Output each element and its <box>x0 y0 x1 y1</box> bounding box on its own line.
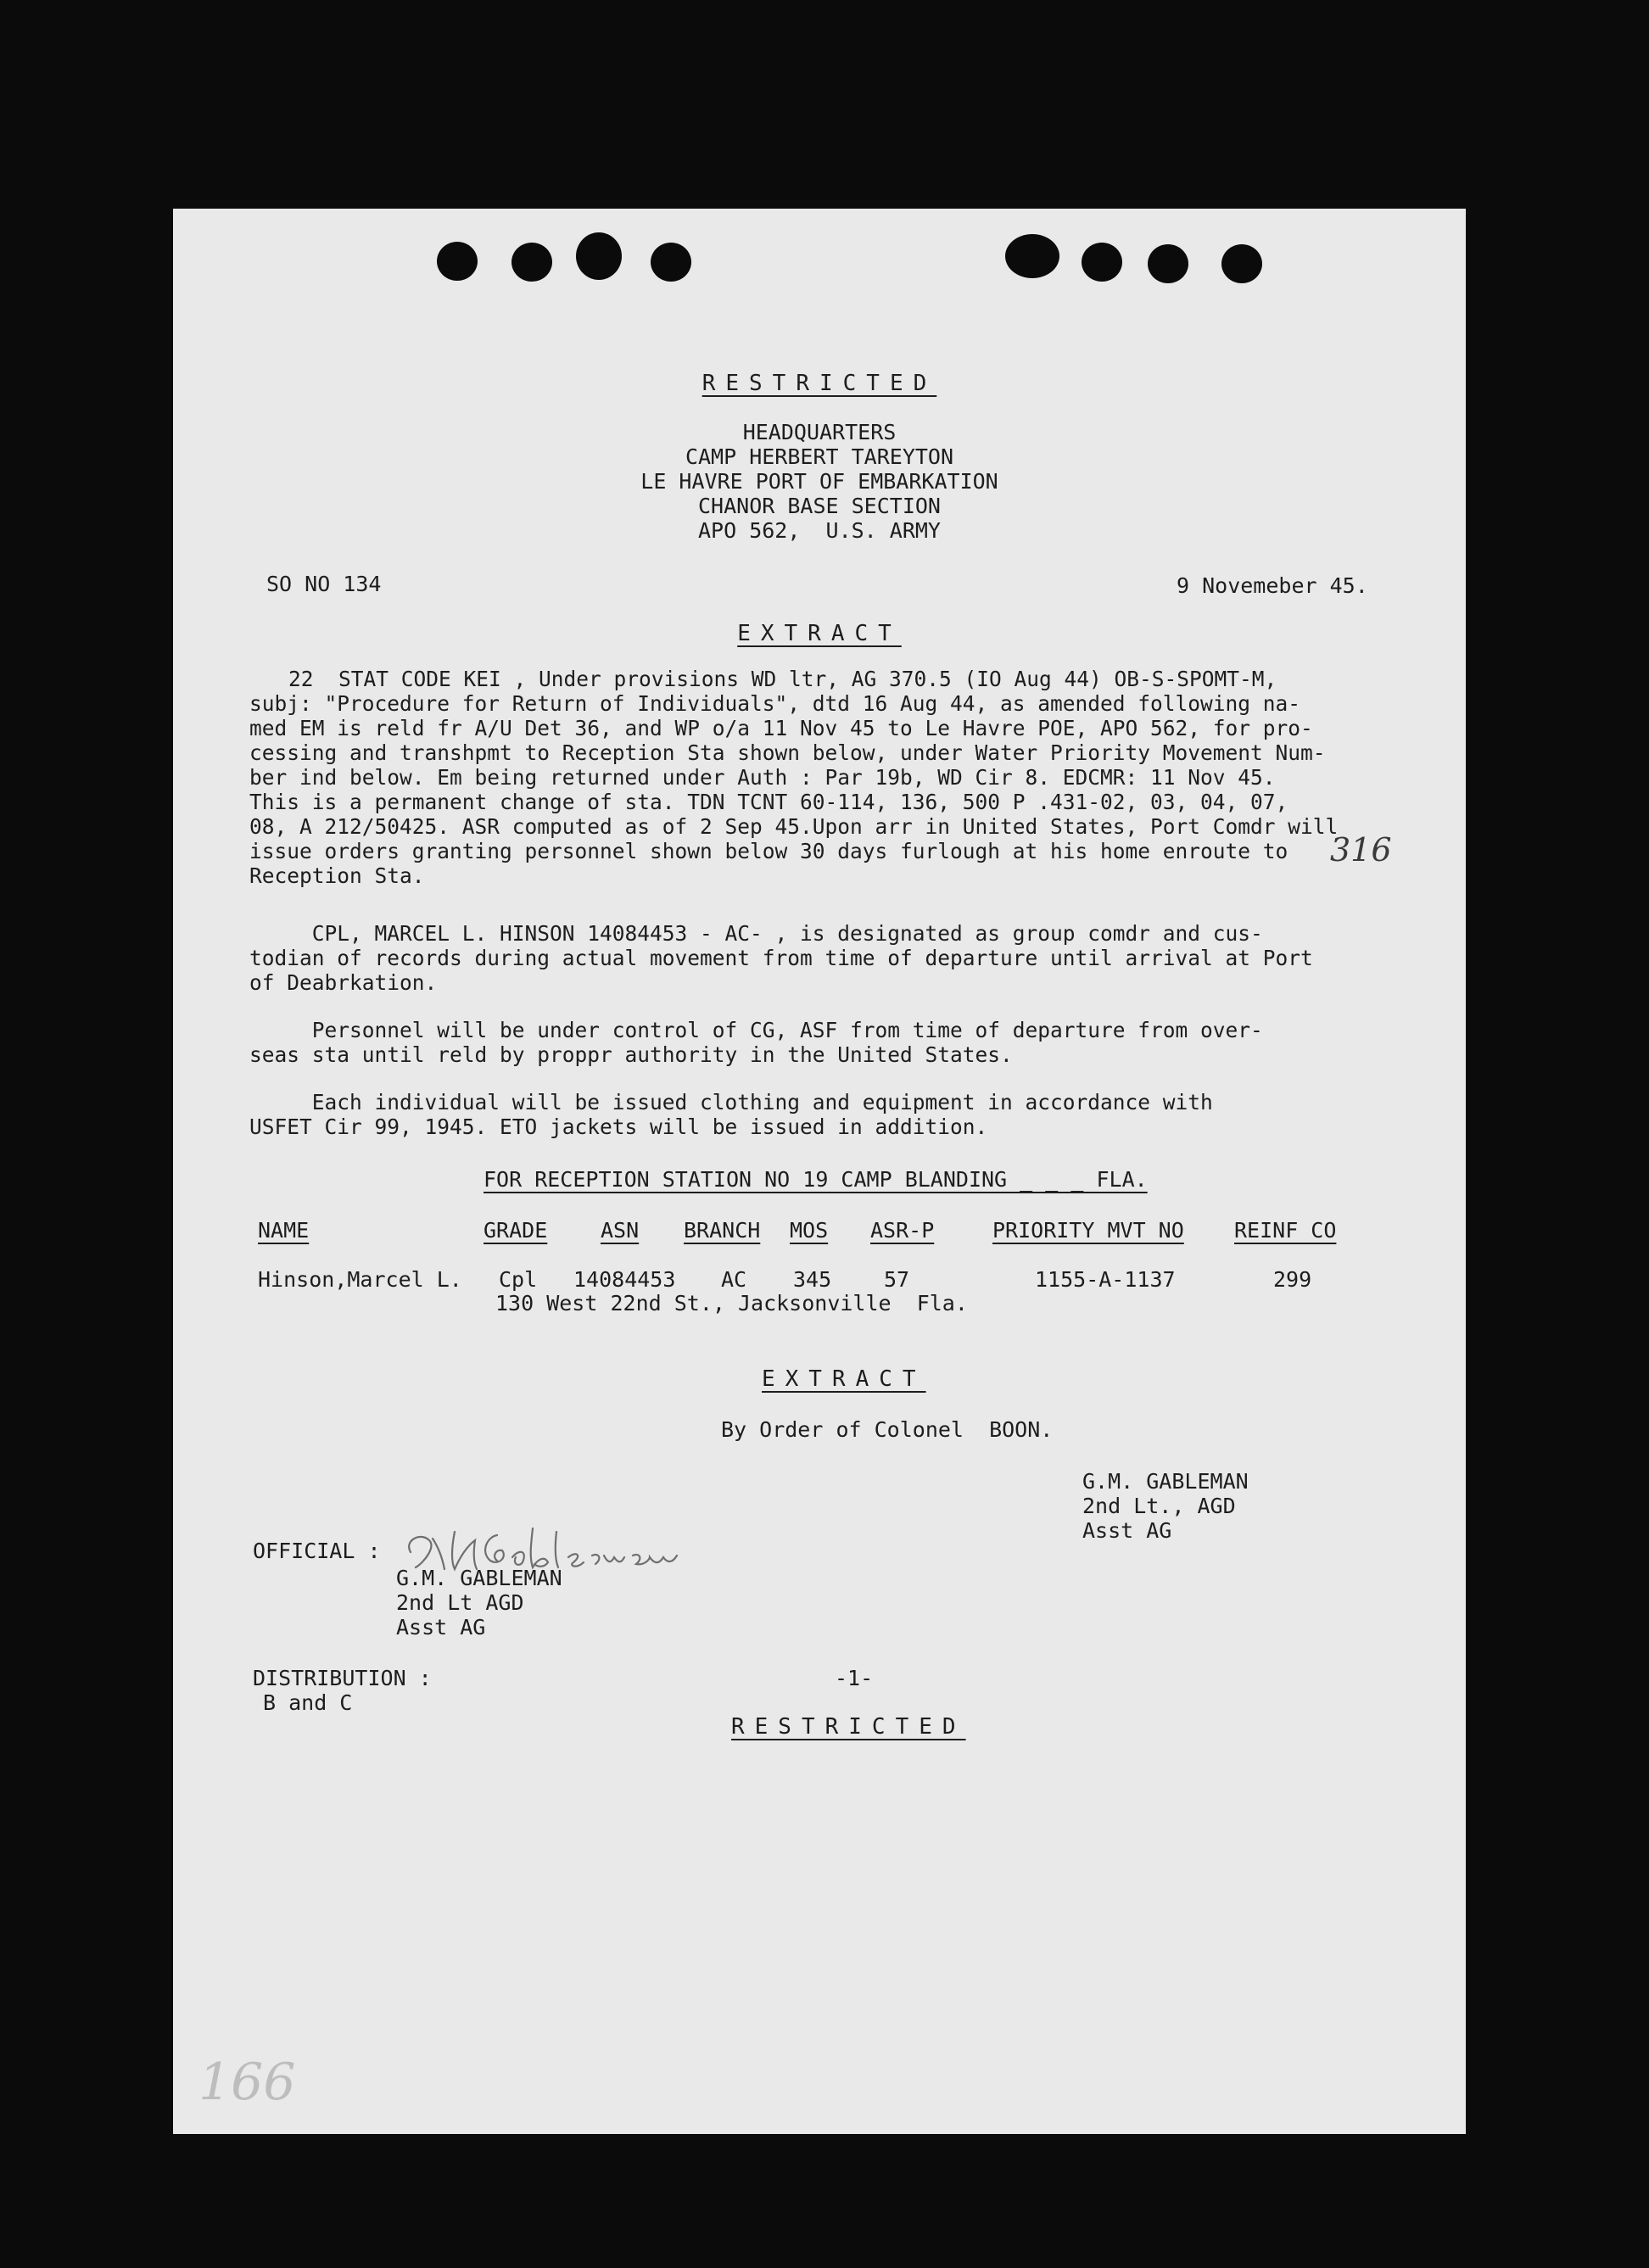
extract-title: EXTRACT <box>737 621 902 646</box>
paragraph-line: subj: "Procedure for Return of Individuals", dtd 16 Aug 44, as amended following na- <box>249 691 1301 716</box>
paragraph-line: ber ind below. Em being returned under Auth : Par 19b, WD Cir 8. EDCMR: 11 Nov 45. <box>249 765 1276 790</box>
page-number: -1- <box>835 1666 874 1690</box>
paragraph-line: Reception Sta. <box>249 863 425 888</box>
distribution-label: DISTRIBUTION : <box>253 1666 432 1690</box>
by-order-line: By Order of Colonel BOON. <box>721 1417 1054 1442</box>
column-header-reinf-co: REINF CO <box>1234 1218 1337 1243</box>
hq-line: APO 562, U.S. ARMY <box>698 518 941 543</box>
column-header-grade: GRADE <box>484 1218 548 1243</box>
official-line: Asst AG <box>396 1615 486 1640</box>
cell-branch: AC <box>721 1267 747 1292</box>
paragraph-line: 08, A 212/50425. ASR computed as of 2 Sep 45.Upon arr in United States, Port Comdr will <box>249 814 1339 839</box>
special-order-number: SO NO 134 <box>266 572 382 596</box>
punch-hole <box>1221 244 1262 283</box>
paragraph-line: todian of records during actual movement from time of departure until arrival at Port <box>249 946 1313 970</box>
hq-line: LE HAVRE PORT OF EMBARKATION <box>640 469 998 494</box>
cell-reinf-co: 299 <box>1273 1267 1312 1292</box>
paragraph-line: USFET Cir 99, 1945. ETO jackets will be issued in addition. <box>249 1114 988 1139</box>
restricted-heading-top: RESTRICTED <box>702 371 937 396</box>
official-line: G.M. GABLEMAN <box>396 1566 562 1590</box>
punch-hole <box>1082 243 1122 282</box>
punch-hole <box>1005 234 1059 278</box>
paragraph-line: 22 STAT CODE KEI , Under provisions WD ltr, AG 370.5 (IO Aug 44) OB-S-SPOMT-M, <box>288 667 1277 691</box>
signer-line: G.M. GABLEMAN <box>1082 1469 1249 1494</box>
punch-hole <box>437 242 478 281</box>
paragraph-line: of Deabrkation. <box>249 970 438 995</box>
column-header-asr-p: ASR-P <box>870 1218 935 1243</box>
paragraph-line: CPL, MARCEL L. HINSON 14084453 - AC- , is designated as group comdr and cus- <box>249 921 1263 946</box>
column-header-mos: MOS <box>790 1218 829 1243</box>
distribution-value: B and C <box>263 1690 353 1715</box>
official-label: OFFICIAL : <box>253 1539 381 1563</box>
hq-line: CHANOR BASE SECTION <box>698 494 941 518</box>
cell-asr-p: 57 <box>884 1267 910 1292</box>
signer-line: 2nd Lt., AGD <box>1082 1494 1236 1518</box>
cell-name: Hinson,Marcel L. <box>258 1267 462 1292</box>
restricted-heading-bottom: RESTRICTED <box>731 1714 966 1740</box>
hq-line: HEADQUARTERS <box>742 420 897 444</box>
signer-line: Asst AG <box>1082 1518 1172 1543</box>
cell-mos: 345 <box>793 1267 832 1292</box>
hq-line: CAMP HERBERT TAREYTON <box>685 444 954 469</box>
column-header-priority-mvt-no: PRIORITY MVT NO <box>992 1218 1184 1243</box>
reception-station-heading: FOR RECEPTION STATION NO 19 CAMP BLANDING _ _ _ FLA. <box>484 1167 1148 1192</box>
cell-asn: 14084453 <box>573 1267 676 1292</box>
column-header-name: NAME <box>258 1218 310 1243</box>
punch-hole <box>511 243 552 282</box>
punch-hole <box>651 243 691 282</box>
column-header-asn: ASN <box>601 1218 640 1243</box>
paragraph-line: med EM is reld fr A/U Det 36, and WP o/a 11 Nov 45 to Le Havre POE, APO 562, for pro- <box>249 716 1313 740</box>
official-line: 2nd Lt AGD <box>396 1590 524 1615</box>
document-page <box>173 209 1466 2134</box>
pencil-page-mark: 166 <box>198 2053 296 2112</box>
handwritten-margin-number: 316 <box>1330 831 1392 869</box>
paragraph-line: issue orders granting personnel shown below 30 days furlough at his home enroute to <box>249 839 1288 863</box>
punch-hole <box>1148 244 1188 283</box>
cell-grade: Cpl <box>499 1267 538 1292</box>
cell-address: 130 West 22nd St., Jacksonville Fla. <box>495 1291 968 1316</box>
punch-hole <box>576 232 622 280</box>
column-header-branch: BRANCH <box>684 1218 761 1243</box>
paragraph-line: seas sta until reld by proppr authority in the United States. <box>249 1042 1013 1067</box>
paragraph-line: Personnel will be under control of CG, ASF from time of departure from over- <box>249 1018 1263 1042</box>
paragraph-line: This is a permanent change of sta. TDN TCNT 60-114, 136, 500 P .431-02, 03, 04, 07, <box>249 790 1288 814</box>
paragraph-line: Each individual will be issued clothing and equipment in accordance with <box>249 1090 1213 1114</box>
extract-title-bottom: EXTRACT <box>762 1366 926 1392</box>
cell-priority-mvt-no: 1155-A-1137 <box>1035 1267 1176 1292</box>
order-date: 9 Novemeber 45. <box>1177 573 1368 598</box>
paragraph-line: cessing and transhpmt to Reception Sta shown below, under Water Priority Movement Num- <box>249 740 1326 765</box>
